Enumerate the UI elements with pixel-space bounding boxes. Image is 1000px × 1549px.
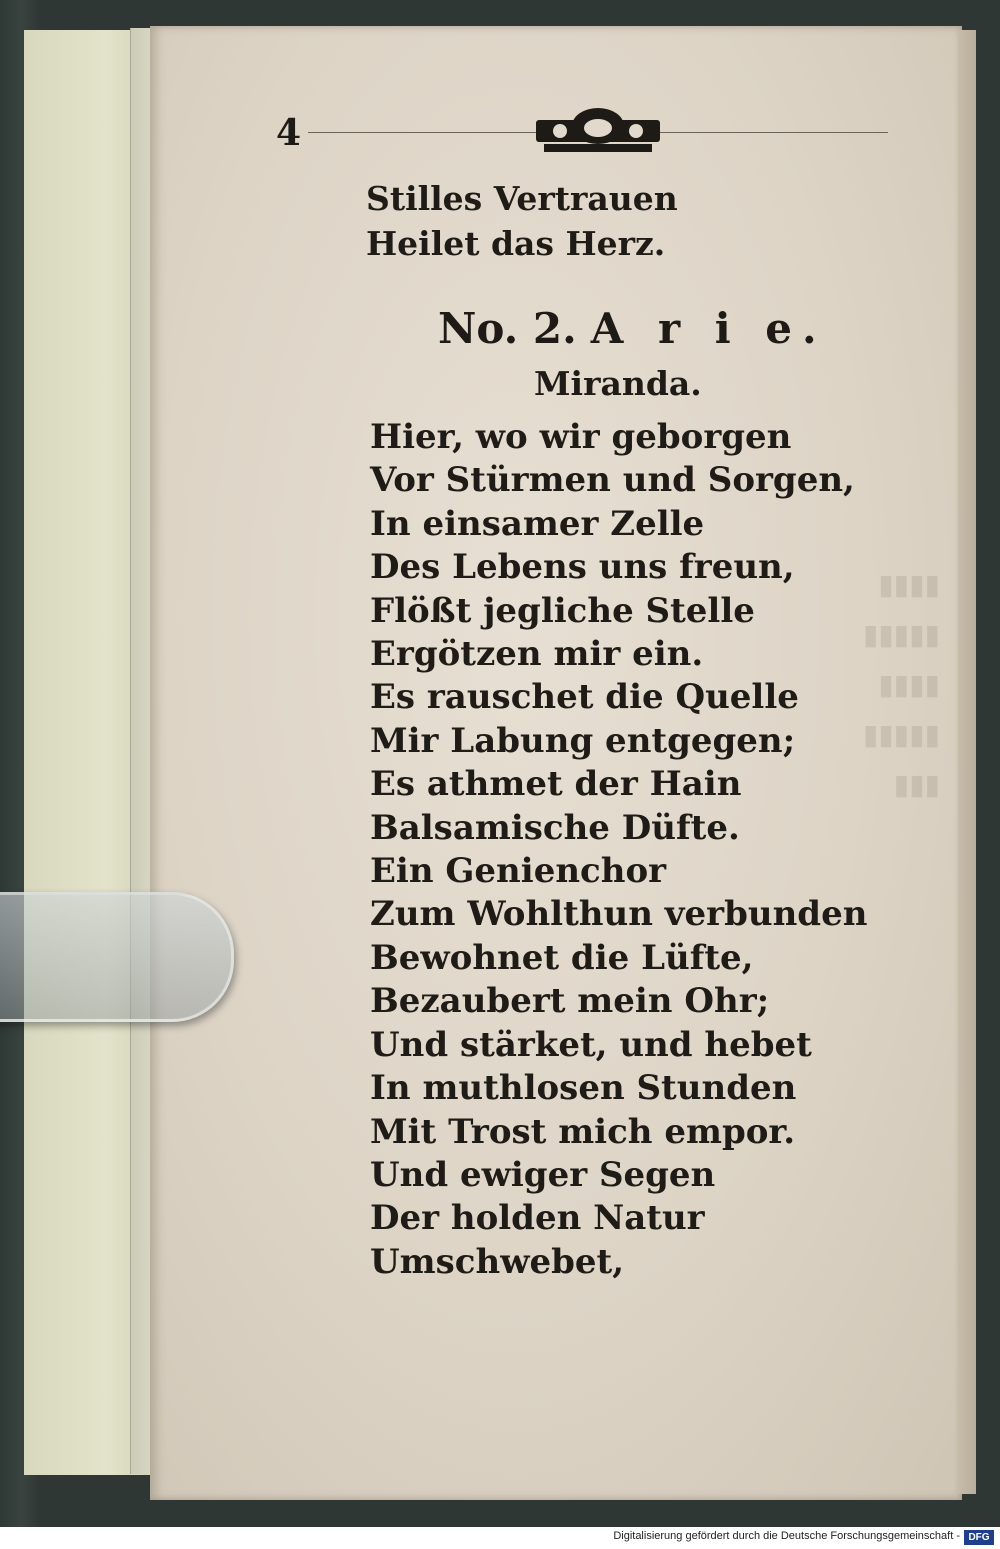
verse-block: [370, 416, 867, 1284]
verse-line: Ein Genienchor: [370, 851, 667, 892]
verse-line: Bezaubert mein Ohr;: [370, 981, 770, 1022]
aria-title: A r i e.: [590, 304, 827, 353]
aria-heading: [438, 304, 827, 353]
verse-line: Es rauschet die Quelle: [370, 677, 799, 718]
verse-line: Mir Labung entgegen;: [370, 720, 796, 761]
verse-line: Es athmet der Hain: [370, 764, 742, 805]
verse-line: Des Lebens uns freun,: [370, 547, 795, 588]
verse-line: Und stärket, und hebet: [370, 1024, 812, 1065]
verse-line: Ergötzen mir ein.: [370, 634, 704, 675]
verse-line: Zum Wohlthun verbunden: [370, 894, 868, 935]
page-edge: [958, 30, 976, 1494]
verse-line: Umschwebet,: [370, 1241, 625, 1282]
verse-line: In muthlosen Stunden: [370, 1068, 797, 1109]
verse-line: Mit Trost mich empor.: [370, 1111, 796, 1152]
verse-line: Der holden Natur: [370, 1198, 705, 1239]
aria-number: No. 2.: [438, 304, 577, 353]
intro-lines: [366, 176, 678, 266]
verse-line: Und ewiger Segen: [370, 1154, 716, 1195]
page-holder-clip: [0, 892, 234, 1022]
verse-line: Vor Stürmen und Sorgen,: [370, 460, 855, 501]
ornament-icon: [536, 106, 660, 154]
speaker-name: Miranda.: [534, 364, 702, 403]
dfg-logo: DFG: [964, 1530, 994, 1545]
intro-line: Heilet das Herz.: [366, 224, 666, 263]
verse-line: Hier, wo wir geborgen: [370, 417, 792, 457]
page-number: 4: [276, 112, 302, 154]
verse-line: Balsamische Düfte.: [370, 807, 740, 848]
intro-line: Stilles Vertrauen: [366, 179, 678, 218]
footer-bar: [0, 1527, 1000, 1549]
verse-line: In einsamer Zelle: [370, 503, 705, 544]
footer-credit: Digitalisierung gefördert durch die Deutsche Forschungsgemeinschaft -: [613, 1530, 960, 1542]
bleed-through-shadow: ▮▮▮▮ ▮▮▮▮▮ ▮▮▮▮ ▮▮▮▮▮ ▮▮▮: [862, 568, 940, 801]
verse-line: Flößt jegliche Stelle: [370, 590, 755, 631]
verse-line: Bewohnet die Lüfte,: [370, 937, 754, 978]
